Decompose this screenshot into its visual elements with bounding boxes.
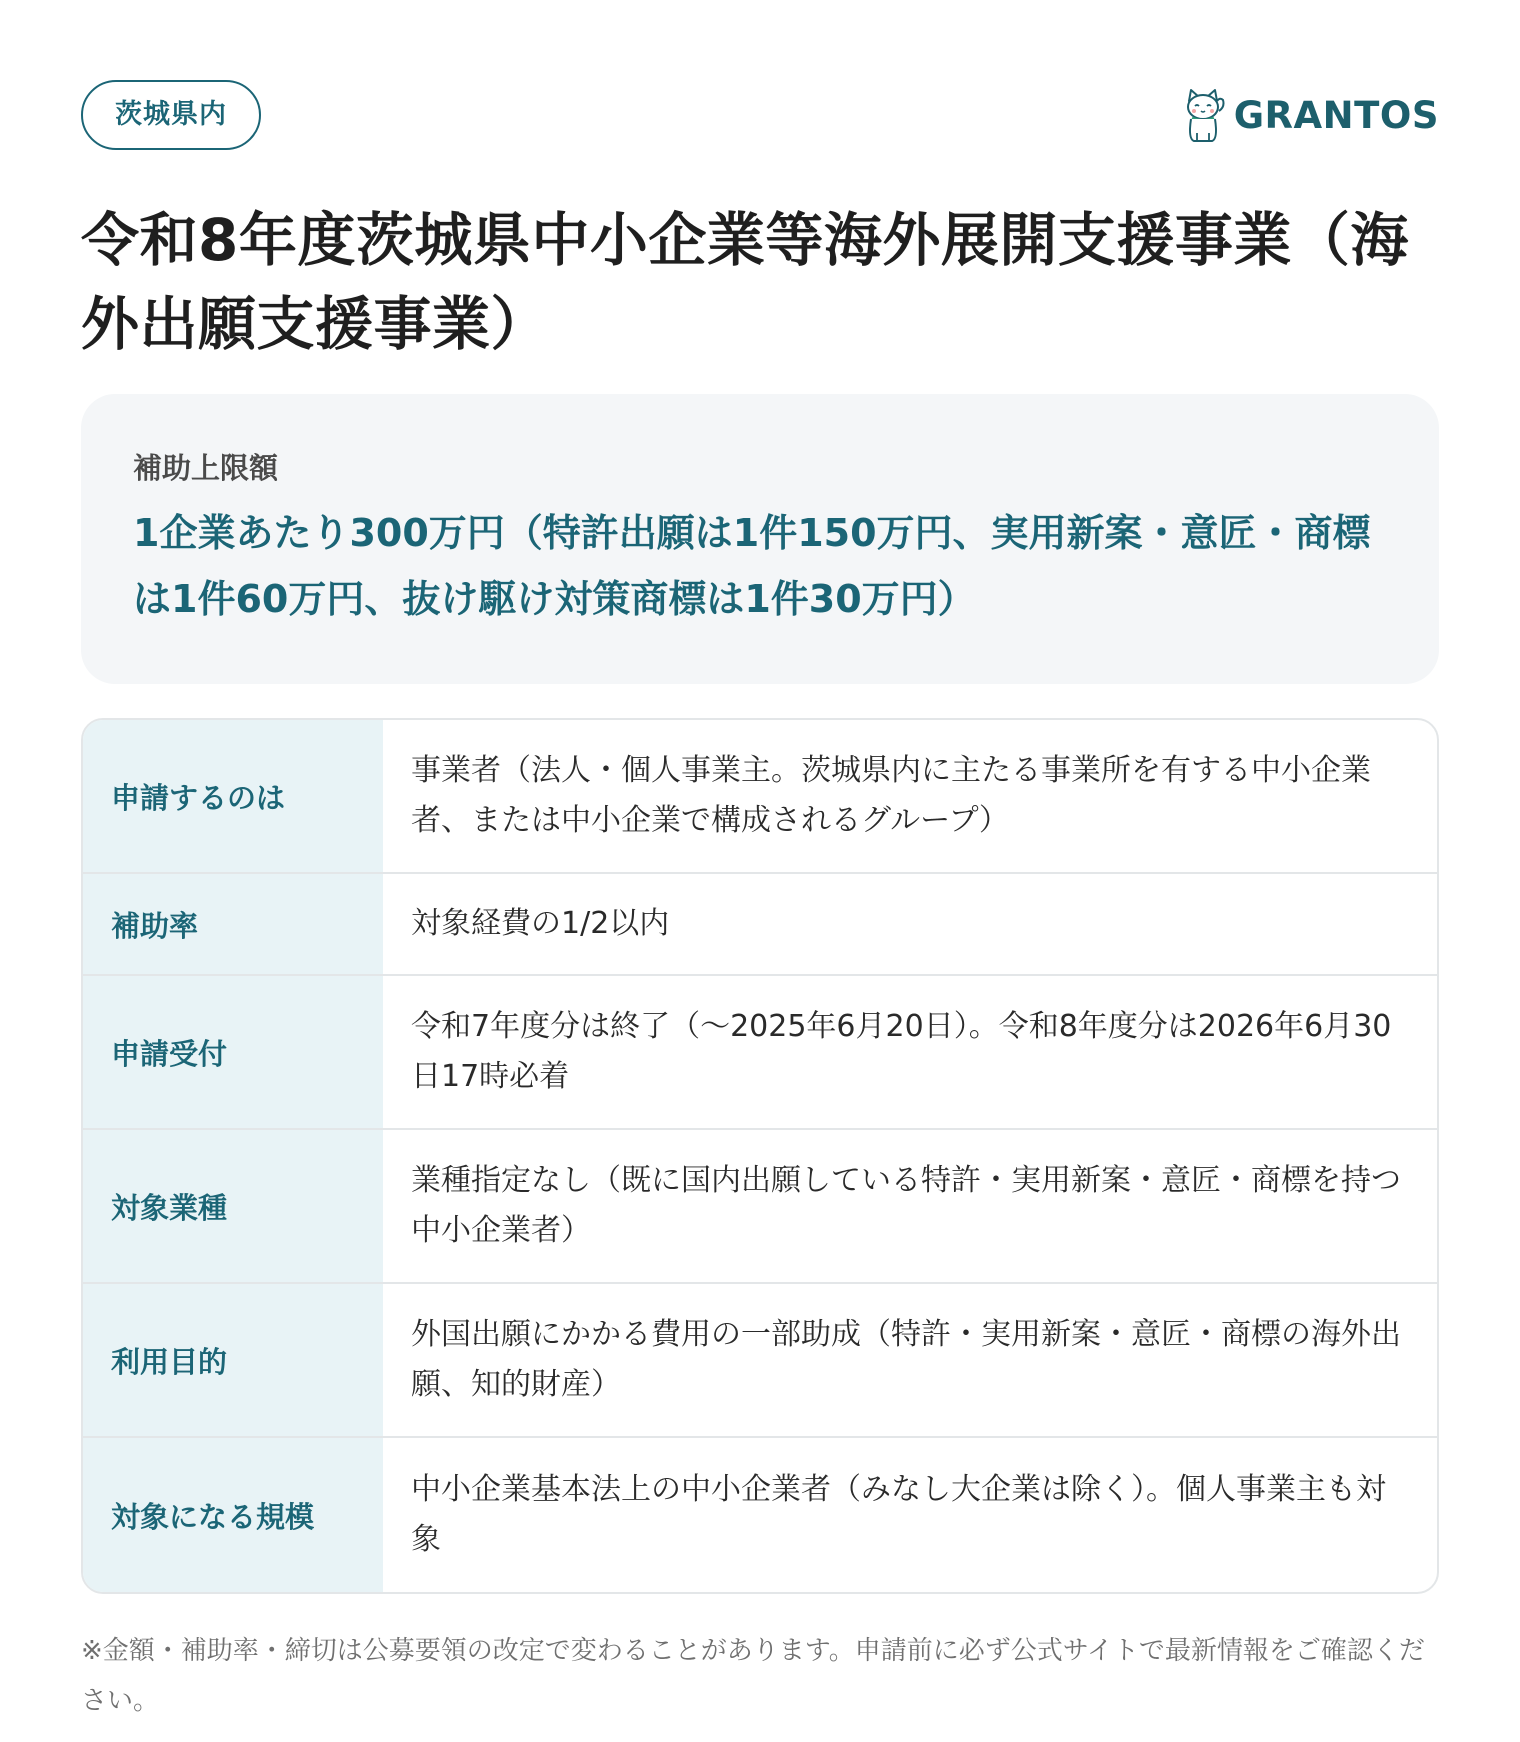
table-row <box>83 976 1437 1130</box>
row-label-subsidy-rate: 補助率 <box>83 874 383 974</box>
top-row <box>81 80 1439 150</box>
row-value-purpose: 外国出願にかかる費用の一部助成（特許・実用新案・意匠・商標の海外出願、知的財産） <box>411 1317 1401 1402</box>
grantos-logo[interactable] <box>1180 87 1439 143</box>
subsidy-cap-value: 1企業あたり300万円（特許出願は1件150万円、実用新案・意匠・商標は1件60万円、抜け駆け対策商標は1件30万円） <box>133 511 1371 621</box>
row-value-subsidy-rate: 対象経費の1/2以内 <box>411 906 670 941</box>
table-row <box>83 1438 1437 1592</box>
table-row <box>83 1284 1437 1438</box>
row-value-industry: 業種指定なし（既に国内出願している特許・実用新案・意匠・商標を持つ中小企業者） <box>411 1163 1401 1248</box>
page-title: 令和8年度茨城県中小企業等海外展開支援事業（海外出願支援事業） <box>81 206 1409 358</box>
maneki-neko-cat-icon <box>1180 87 1226 143</box>
row-value-application-period: 令和7年度分は終了（〜2025年6月20日）。令和8年度分は2026年6月30日17時必着 <box>411 1009 1392 1094</box>
subsidy-cap-label: 補助上限額 <box>133 451 279 485</box>
table-row <box>83 720 1437 874</box>
table-row <box>83 874 1437 976</box>
footnote: ※金額・補助率・締切は公募要領の改定で変わることがあります。申請前に必ず公式サイトで最新情報をご確認ください。 <box>81 1636 1425 1716</box>
row-value-applicant: 事業者（法人・個人事業主。茨城県内に主たる事業所を有する中小企業者、または中小企業で構成されるグループ） <box>411 753 1371 838</box>
table-row <box>83 1130 1437 1284</box>
row-label-applicant: 申請するのは <box>83 720 383 872</box>
region-badge[interactable]: 茨城県内 <box>81 80 261 150</box>
row-value-scale: 中小企業基本法上の中小企業者（みなし大企業は除く）。個人事業主も対象 <box>411 1472 1386 1557</box>
row-label-scale: 対象になる規模 <box>83 1438 383 1592</box>
row-label-industry: 対象業種 <box>83 1130 383 1282</box>
logo-text: GRANTOS <box>1233 93 1439 137</box>
row-label-purpose: 利用目的 <box>83 1284 383 1436</box>
subsidy-cap-box <box>81 394 1439 684</box>
info-table <box>81 718 1439 1594</box>
row-label-application-period: 申請受付 <box>83 976 383 1128</box>
